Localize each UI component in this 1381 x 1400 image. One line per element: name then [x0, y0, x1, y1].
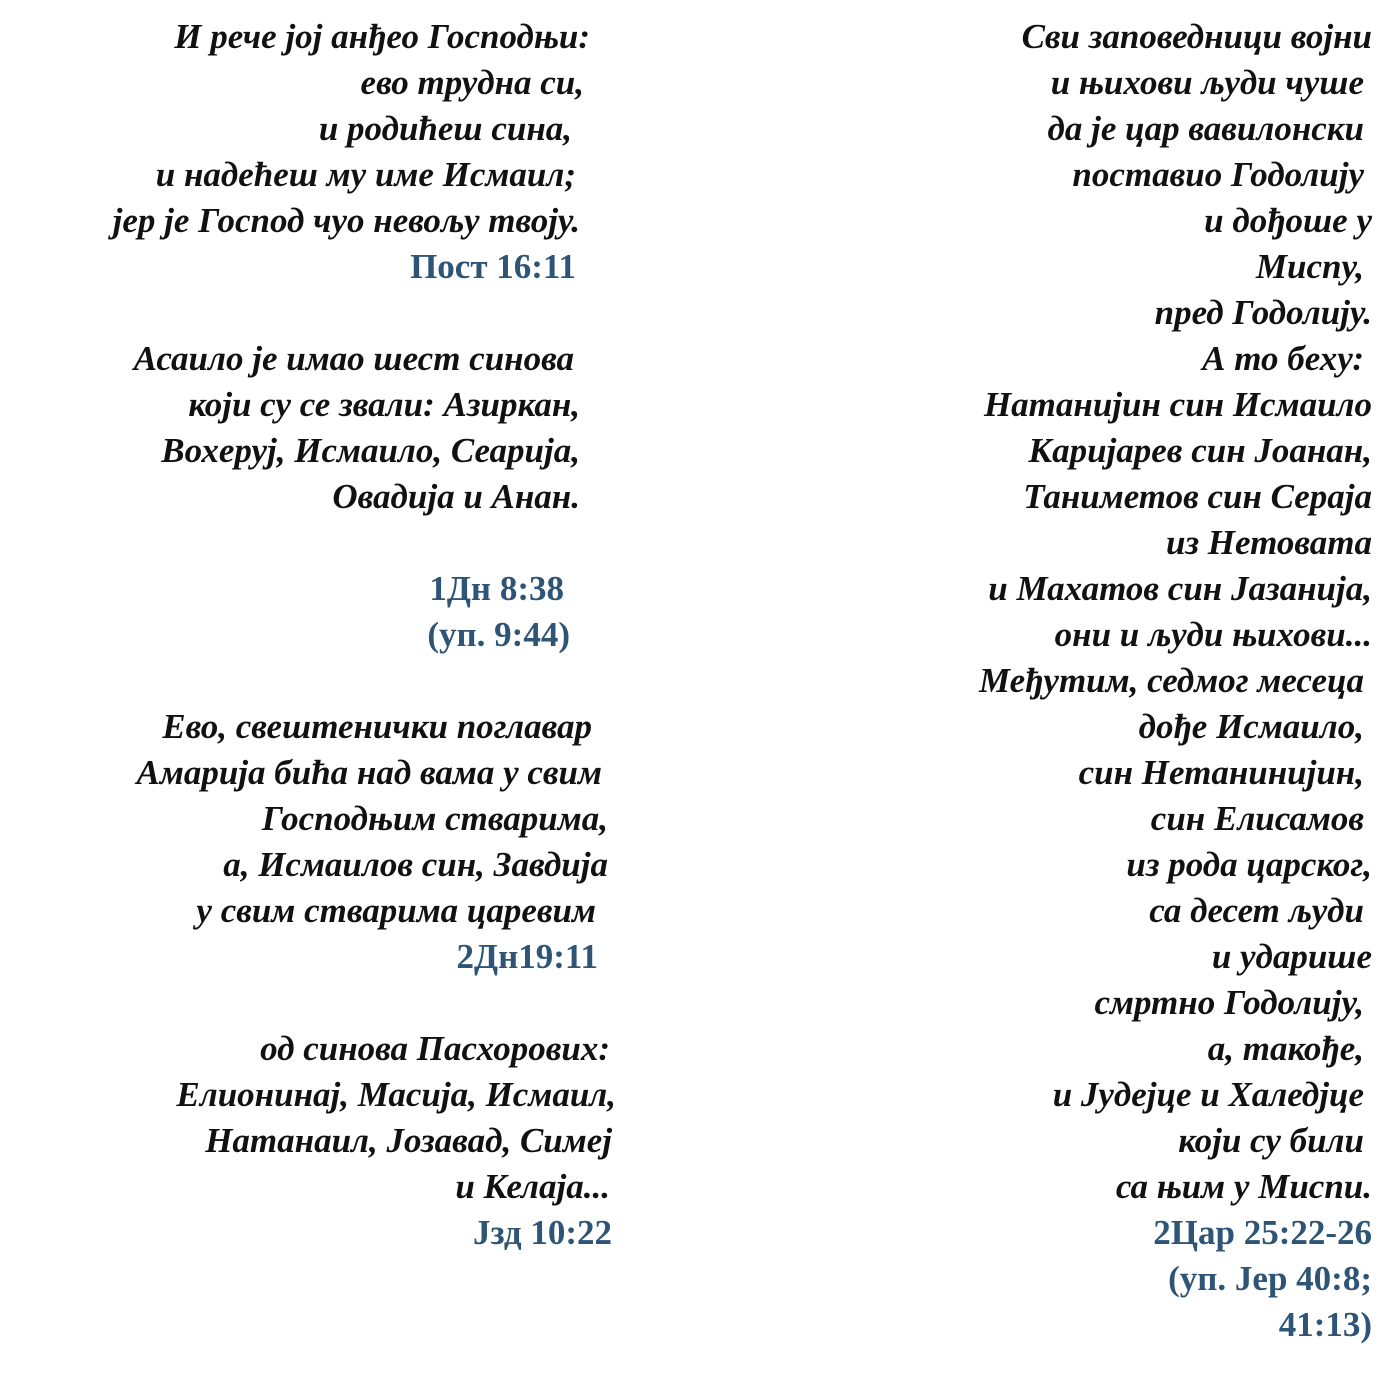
verse-reference: 1Дн 8:38	[429, 569, 564, 608]
right-column	[900, 14, 1378, 1348]
verse-reference: (уп. 9:44)	[427, 615, 570, 654]
verse-line: смртно Годолију,	[1094, 983, 1364, 1022]
verse-line: Господњим стварима,	[261, 799, 608, 838]
left-column	[20, 14, 620, 1256]
verse-line: а, такође,	[1207, 1029, 1364, 1068]
verse-line: и ударише	[1211, 937, 1372, 976]
verse-block-2chr-19-11	[20, 704, 620, 980]
verse-reference: (уп. Јер 40:8;	[1168, 1259, 1372, 1298]
verse-line: да је цар вавилонски	[1047, 109, 1364, 148]
verse-line: из Нетовата	[1165, 523, 1372, 562]
verse-line: Таниметов син Сераја	[1023, 477, 1372, 516]
verse-line: Миспу,	[1255, 247, 1364, 286]
verse-block-1chr-8-38	[20, 336, 620, 658]
verse-block-ezra-10-22	[20, 1026, 620, 1256]
verse-line: који су били	[1178, 1121, 1364, 1160]
verse-line: Каријарев син Јоанан,	[1028, 431, 1372, 470]
verse-line: Амарија бића над вама у свим	[136, 753, 602, 792]
verse-line: дође Исмаило,	[1138, 707, 1364, 746]
verse-line: од синова Пасхорових:	[260, 1029, 610, 1068]
verse-line: са десет људи	[1149, 891, 1364, 930]
verse-line: Сви заповедници војни	[1021, 17, 1372, 56]
verse-line: и Јудејце и Халедјце	[1052, 1075, 1364, 1114]
verse-line: Ево, свештенички поглавар	[162, 707, 592, 746]
verse-line: А то беху:	[1202, 339, 1364, 378]
verse-line: у свим стварима царевим	[196, 891, 596, 930]
verse-line: и родићеш сина,	[318, 109, 572, 148]
verse-reference: Пост 16:11	[410, 247, 576, 286]
verse-reference: 41:13)	[1278, 1305, 1372, 1344]
verse-line: Овадија и Анан.	[332, 477, 580, 516]
verse-reference: Јзд 10:22	[472, 1213, 612, 1252]
verse-line: Међутим, седмог месеца	[978, 661, 1364, 700]
verse-line: и њихови људи чуше	[1050, 63, 1364, 102]
verse-line: Елионинај, Масија, Исмаил,	[176, 1075, 616, 1114]
verse-block-gen-16-11	[20, 14, 620, 290]
verse-line: син Елисамов	[1150, 799, 1364, 838]
verse-line: пред Годолију.	[1154, 293, 1372, 332]
verse-block-2kgs-25-22	[900, 14, 1378, 1348]
verse-line: са њим у Миспи.	[1115, 1167, 1372, 1206]
verse-line: И рече јој анђео Господњи:	[174, 17, 590, 56]
verse-line: а, Исмаилов син, Завдија	[223, 845, 608, 884]
verse-line: јер је Господ чуо невољу твоју.	[112, 201, 580, 240]
verse-line: из рода царског,	[1126, 845, 1372, 884]
verse-line: и Келаја...	[455, 1167, 610, 1206]
verse-line: и Махатов син Јазанија,	[988, 569, 1372, 608]
verse-line: Асаило је имао шест синова	[133, 339, 574, 378]
verse-line: Вохеруј, Исмаило, Сеарија,	[161, 431, 580, 470]
verse-line: Натанијин син Исмаило	[983, 385, 1372, 424]
verse-line: ево трудна си,	[360, 63, 584, 102]
verse-reference: 2Дн19:11	[456, 937, 598, 976]
verse-line: поставио Годолију	[1072, 155, 1364, 194]
verse-reference: 2Цар 25:22-26	[1153, 1213, 1372, 1252]
verse-line: син Нетанинијин,	[1078, 753, 1364, 792]
verse-line: и дођоше у	[1204, 201, 1372, 240]
verse-line: који су се звали: Азиркан,	[188, 385, 580, 424]
verse-line: они и људи њихови...	[1054, 615, 1372, 654]
verse-line: и надећеш му име Исмаил;	[155, 155, 576, 194]
verse-line: Натанаил, Јозавад, Симеј	[205, 1121, 612, 1160]
